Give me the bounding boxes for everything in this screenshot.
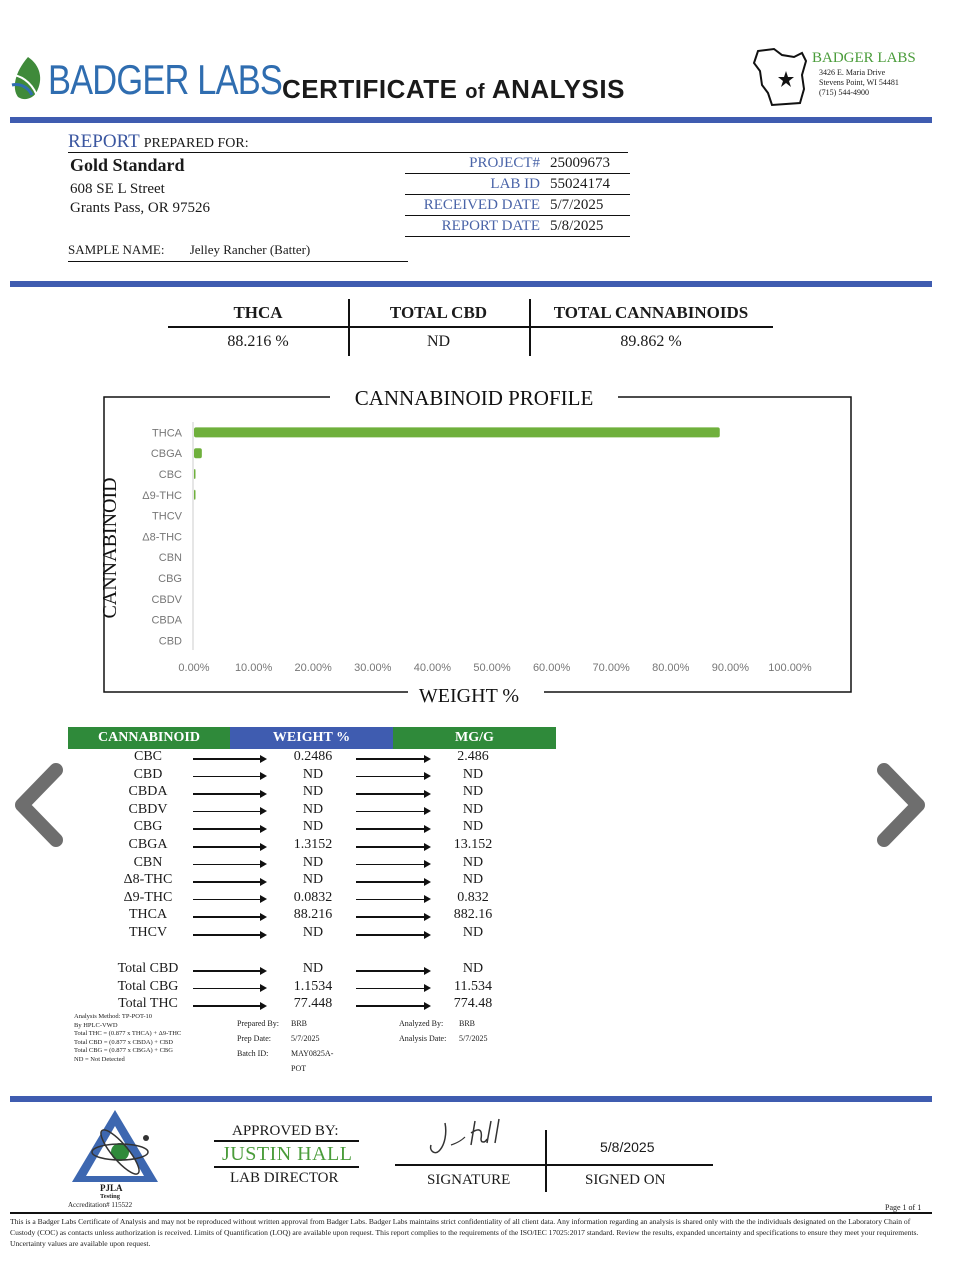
chart-category-label: THCV — [152, 510, 182, 523]
chart-x-tick: 20.00% — [294, 662, 332, 674]
mgg-value: 2.486 — [457, 749, 489, 764]
table-row — [68, 979, 558, 997]
report-field-value: 55024174 — [550, 176, 610, 192]
report-divider — [10, 281, 932, 287]
cannabinoid-name: CBD — [133, 766, 163, 782]
report-field-underline — [405, 215, 630, 216]
arrow-icon — [193, 811, 265, 813]
weight-value: ND — [302, 872, 324, 888]
chart-category-label: CBGA — [150, 448, 182, 461]
weight-value: ND — [302, 819, 324, 835]
chart-x-tick: 0.00% — [178, 662, 210, 674]
table-row — [68, 855, 558, 873]
chart-bar — [194, 490, 196, 500]
report-field-label: PROJECT# — [469, 155, 540, 171]
arrow-icon — [356, 970, 429, 972]
mgg-value: ND — [462, 872, 484, 888]
prep-info: Prepared By: BRB Prep Date: 5/7/2025 Batch ID: MAY0825A-POT — [237, 1019, 334, 1073]
mgg-value: ND — [462, 961, 484, 976]
mgg-value: ND — [462, 784, 484, 800]
arrow-icon — [193, 864, 265, 866]
arrow-icon — [356, 758, 429, 760]
approved-by-label: APPROVED BY: — [232, 1123, 339, 1139]
weight-value: 88.216 — [293, 907, 333, 923]
approved-underline — [214, 1140, 359, 1142]
chart-bar — [194, 427, 720, 437]
arrow-icon — [193, 934, 265, 936]
weight-value: 0.2486 — [293, 749, 333, 764]
chevron-right-icon — [872, 760, 932, 850]
weight-value: 77.448 — [293, 996, 333, 1012]
table-row — [68, 767, 558, 785]
client-street: 608 SE L Street — [70, 181, 165, 197]
summary-value: 88.216 % — [227, 333, 289, 350]
arrow-icon — [356, 881, 429, 883]
weight-value: 0.0832 — [293, 889, 333, 905]
table-header-mgg: MG/G — [393, 727, 556, 749]
chart-x-tick: 70.00% — [592, 662, 630, 674]
chart-bar — [194, 469, 196, 479]
accreditation-number: Accreditation# 115522 — [68, 1201, 133, 1209]
method-notes: Analysis Method: TP-POT-10 By HPLC-VWD Total THC = (0.877 x THCA) + Δ9-THC Total CBD = (0.877 x CBDA) + CBD Total CBG = (0.877 x CBGA) + CBG ND = Not Detected — [74, 1013, 182, 1063]
summary-header: TOTAL CBD — [389, 303, 488, 322]
chart-x-tick: 40.00% — [413, 662, 452, 674]
report-field-label: LAB ID — [490, 176, 540, 192]
cannabinoid-name: THCA — [128, 907, 168, 923]
footer-divider — [10, 1096, 932, 1102]
chart-category-label: CBD — [158, 635, 182, 648]
weight-value: ND — [302, 961, 324, 976]
signature-line — [395, 1164, 713, 1166]
pjla-name: PJLA — [100, 1183, 123, 1193]
cannabinoid-name: Δ8-THC — [123, 872, 173, 888]
cannabinoid-name: CBDA — [128, 784, 168, 800]
chart-bar — [194, 448, 202, 458]
summary-value: 89.862 % — [620, 333, 682, 350]
cannabinoid-profile-chart — [90, 380, 870, 710]
director-title: LAB DIRECTOR — [230, 1170, 339, 1186]
cannabinoid-name: CBDV — [128, 801, 168, 817]
chart-x-tick: 90.00% — [711, 662, 750, 674]
arrow-icon — [193, 899, 265, 901]
table-row — [68, 925, 558, 943]
weight-value: 1.1534 — [293, 978, 333, 994]
chart-y-label: CANNABINOID — [99, 477, 121, 619]
sample-name-row: SAMPLE NAME: Jelley Rancher (Batter) — [68, 242, 311, 257]
summary-rule — [168, 326, 773, 328]
arrow-icon — [356, 828, 429, 830]
table-row — [68, 802, 558, 820]
mgg-value: ND — [462, 766, 484, 782]
badger-leaf-logo-icon — [10, 55, 46, 103]
chart-category-label: CBN — [158, 552, 182, 565]
weight-value: ND — [302, 854, 324, 870]
table-header-cannabinoid: CANNABINOID — [68, 727, 230, 749]
signed-date: 5/8/2025 — [600, 1139, 655, 1155]
table-row — [68, 749, 558, 767]
signature-label: SIGNATURE — [427, 1172, 511, 1188]
chart-title: CANNABINOID PROFILE — [354, 386, 594, 410]
pjla-logo-icon — [70, 1108, 160, 1184]
weight-value: ND — [302, 784, 324, 800]
director-name: JUSTIN HALL — [222, 1143, 353, 1165]
report-field-value: 5/7/2025 — [550, 197, 604, 213]
arrow-icon — [193, 1005, 265, 1007]
chart-category-label: CBC — [158, 469, 182, 481]
table-row — [68, 837, 558, 855]
report-field-underline — [405, 173, 630, 174]
summary-header: TOTAL CANNABINOIDS — [553, 303, 749, 322]
chart-category-label: THCA — [152, 427, 182, 440]
arrow-icon — [356, 916, 429, 918]
next-page-button[interactable] — [872, 760, 932, 850]
arrow-icon — [193, 758, 265, 760]
cannabinoid-name: CBC — [133, 749, 162, 764]
cannabinoid-name: CBN — [133, 854, 163, 870]
client-name: Gold Standard — [70, 155, 185, 175]
previous-page-button[interactable] — [8, 760, 68, 850]
mgg-value: 13.152 — [453, 837, 493, 852]
arrow-icon — [356, 899, 429, 901]
chart-x-tick: 30.00% — [354, 662, 392, 674]
chart-x-tick: 80.00% — [652, 662, 690, 674]
mgg-value: ND — [462, 801, 484, 817]
chart-frame — [104, 397, 851, 692]
page-number: Page 1 of 1 — [885, 1203, 922, 1212]
chart-category-label: CBG — [158, 573, 182, 585]
chart-x-tick: 50.00% — [473, 662, 511, 674]
arrow-icon — [193, 970, 265, 972]
report-field-underline — [405, 194, 630, 195]
summary-divider — [348, 299, 350, 356]
report-field-value: 5/8/2025 — [550, 218, 604, 234]
header-divider — [10, 117, 932, 123]
mgg-value: ND — [462, 854, 484, 870]
chart-x-label: WEIGHT % — [418, 685, 520, 707]
cannabinoid-name: Total CBG — [117, 978, 179, 994]
report-field-label: REPORT DATE — [441, 218, 540, 234]
chart-x-tick: 60.00% — [532, 662, 571, 674]
summary-value: ND — [426, 333, 451, 350]
disclaimer-text: This is a Badger Labs Certificate of Analysis and may not be reproduced without written approval from Badger Labs. Badger Labs maintains strict confidentiality of all client data. Any information regarding an analysis is shared only with the the individuals designated on the Laboratory Chain of Custody (COC) as contacts unless authorization is received. Limits of Quantification (LOQ) are available upon request. This report complies to the requirements of the ISO/IEC 17025:2017 standard. Review the results, expanded uncertainty and specifications to ensure they meet your requirements. Uncertainty values are available upon request. — [10, 1217, 919, 1248]
cannabinoid-name: Total THC — [118, 996, 178, 1012]
cannabinoid-name: Δ9-THC — [123, 889, 173, 905]
table-row — [68, 907, 558, 925]
weight-value: 1.3152 — [293, 837, 333, 852]
arrow-icon — [356, 1005, 429, 1007]
cannabinoid-name: CBG — [133, 819, 163, 835]
lab-address: 3426 E. Maria Drive Stevens Point, WI 54481 (715) 544-4900 — [819, 68, 899, 97]
signature-image — [425, 1115, 525, 1165]
wisconsin-map-icon — [752, 45, 812, 107]
mgg-value: ND — [462, 925, 484, 940]
prepared-underline — [68, 152, 628, 153]
report-field-label: RECEIVED DATE — [423, 197, 540, 213]
cannabinoid-name: Total CBD — [117, 961, 179, 976]
chart-category-label: Δ8-THC — [142, 531, 182, 544]
arrow-icon — [356, 988, 429, 990]
chevron-left-icon — [8, 760, 68, 850]
mgg-value: 11.534 — [454, 978, 492, 994]
weight-value: ND — [302, 801, 324, 817]
chart-category-label: Δ9-THC — [142, 489, 182, 502]
pjla-sub: Testing — [100, 1193, 120, 1200]
table-header-weight: WEIGHT % — [230, 727, 393, 749]
summary-divider — [529, 299, 531, 356]
arrow-icon — [193, 776, 265, 778]
arrow-icon — [356, 864, 429, 866]
arrow-icon — [193, 846, 265, 848]
mgg-value: 882.16 — [453, 907, 493, 923]
chart-category-label: CBDV — [151, 593, 182, 606]
sample-underline — [68, 261, 408, 262]
arrow-icon — [356, 776, 429, 778]
table-row — [68, 819, 558, 837]
report-prepared-label: REPORT PREPARED FOR: — [68, 131, 249, 152]
table-row — [68, 890, 558, 908]
client-city: Grants Pass, OR 97526 — [70, 200, 211, 216]
report-field-underline — [405, 236, 630, 237]
mgg-value: ND — [462, 819, 484, 835]
certificate-title: CERTIFICATE of ANALYSIS — [282, 74, 625, 104]
signature-divider — [545, 1130, 547, 1192]
summary-header: THCA — [233, 303, 283, 322]
cannabinoid-name: CBGA — [128, 837, 168, 852]
cannabinoid-name: THCV — [128, 925, 168, 940]
table-row — [68, 961, 558, 979]
arrow-icon — [356, 934, 429, 936]
report-field-value: 25009673 — [550, 155, 610, 171]
table-row — [68, 996, 558, 1014]
analysis-info: Analyzed By: BRB Analysis Date: 5/7/2025 — [399, 1019, 488, 1043]
director-underline — [214, 1166, 359, 1168]
table-row — [68, 872, 558, 890]
weight-value: ND — [302, 766, 324, 782]
disclaimer-rule — [10, 1212, 932, 1214]
signed-on-label: SIGNED ON — [585, 1172, 666, 1188]
chart-category-label: CBDA — [151, 614, 182, 627]
weight-value: ND — [302, 925, 324, 940]
chart-x-tick: 10.00% — [234, 662, 273, 674]
arrow-icon — [356, 811, 429, 813]
mgg-value: 0.832 — [457, 889, 489, 905]
logo-text: BADGER LABS — [48, 56, 283, 103]
arrow-icon — [193, 988, 265, 990]
table-row — [68, 784, 558, 802]
mgg-value: 774.48 — [453, 996, 493, 1012]
arrow-icon — [193, 881, 265, 883]
arrow-icon — [193, 828, 265, 830]
arrow-icon — [193, 916, 265, 918]
lab-name: BADGER LABS — [812, 50, 916, 66]
arrow-icon — [356, 793, 429, 795]
chart-x-tick: 100.00% — [768, 662, 812, 674]
arrow-icon — [356, 846, 429, 848]
arrow-icon — [193, 793, 265, 795]
